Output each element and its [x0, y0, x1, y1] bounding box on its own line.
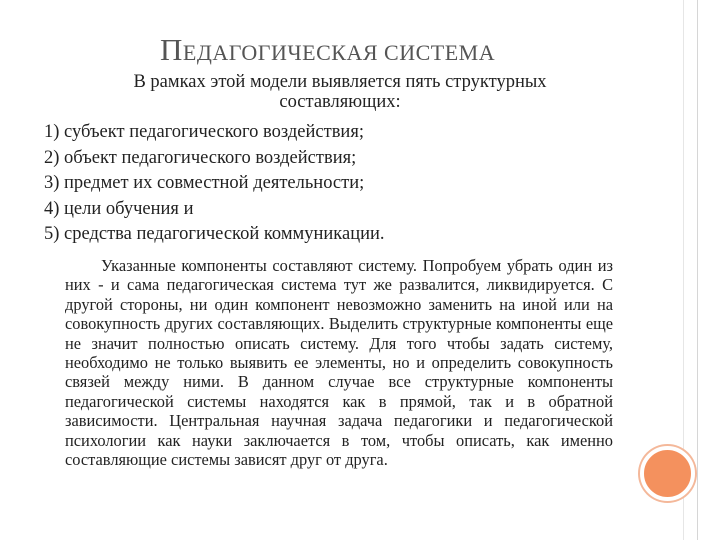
- right-border-line-inner: [697, 0, 698, 540]
- list-item: 2) объект педагогического воздействия;: [44, 147, 357, 168]
- slide-title: [160, 32, 495, 68]
- list-item: 5) средства педагогической коммуникации.: [44, 224, 385, 245]
- intro-text: В рамках этой модели выявляется пять структурных составляющих:: [133, 72, 547, 112]
- body-paragraph: Указанные компоненты составляют систему. Попробуем убрать один из них - и сама педагогическая система тут же развалится, ликвидируется. С другой стороны, ни один компонент невозможно заменить на иной или на совокупность других составляющих. Выделить структурные компоненты еще не значит полностью описать систему. Для того чтобы задать систему, необходимо не только выявить ее элементы, но и определить совокупность связей между ними. В данном случае все структурные компоненты педагогической системы находятся как в прямой, так и в обратной зависимости. Центральная научная задача педагогики и педагогической психологии как науки заключается в том, чтобы описать, как именно составляющие системы зависят друг от друга.: [65, 256, 613, 470]
- title-first-letter: П: [160, 32, 183, 67]
- list-item: 3) предмет их совместной деятельности;: [44, 173, 365, 194]
- components-list: [44, 120, 385, 248]
- decorative-orange-circle: [640, 446, 695, 501]
- list-item: 4) цели обучения и: [44, 198, 194, 219]
- list-item: 1) субъект педагогического воздействия;: [44, 122, 364, 142]
- title-rest: ЕДАГОГИЧЕСКАЯ СИСТЕМА: [182, 40, 496, 65]
